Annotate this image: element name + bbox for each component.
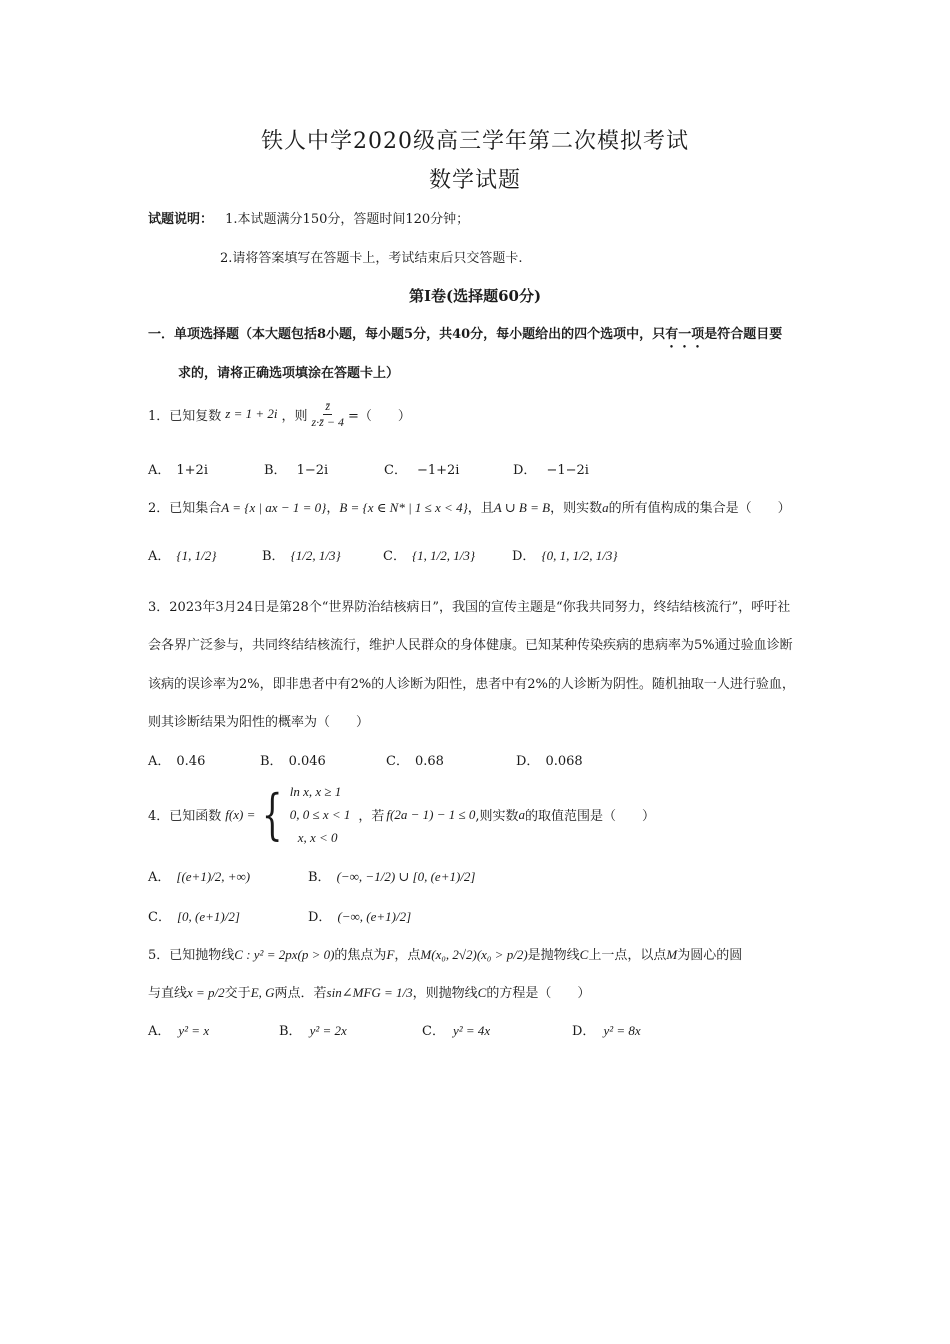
q5-line2-e: 的方程是（ ） — [486, 986, 591, 1001]
q2-option-d — [512, 545, 618, 564]
option-label: C． — [386, 754, 409, 769]
q1-option-a — [148, 459, 208, 478]
q2-set-a: A = {x | ax − 1 = 0} — [221, 500, 327, 515]
instructions-text-1: 1.本试题满分150分，答题时间120分钟； — [225, 212, 470, 227]
q2-sep: ， — [326, 501, 340, 516]
option-text: −1−2i — [546, 463, 589, 478]
q5-stem-d: 是抛物线 — [527, 948, 580, 963]
q1-frac-den: z·z̄ − 4 — [311, 414, 344, 429]
q1-stem-c: =（ ） — [347, 408, 411, 424]
option-text: y² = x — [178, 1023, 210, 1038]
instructions-line2: 2.请将答案填写在答题卡上，考试结束后只交答题卡. — [220, 251, 523, 266]
option-label: D． — [516, 754, 540, 769]
section-emph-dotted: 有一项 — [665, 327, 705, 342]
q4-option-c — [148, 906, 240, 925]
option-label: B． — [262, 549, 285, 564]
option-text: {1/2, 1/3} — [290, 548, 341, 563]
q4-brace: { — [262, 782, 283, 846]
question-5-line-2 — [148, 982, 590, 1001]
exam-subtitle: 数学试题 — [428, 168, 521, 193]
q3-line-1: 3．2023年3月24日是第28个“世界防治结核病日”，我国的宣传主题是“你我共同努力，终结结核流行”，呼吁社 — [148, 600, 791, 615]
q3-line-4: 则其诊断结果为阳性的概率为（ ） — [148, 715, 370, 730]
option-label: C． — [383, 549, 406, 564]
option-label: C． — [384, 463, 407, 478]
option-label: A． — [148, 1024, 171, 1039]
section-heading — [148, 323, 782, 351]
q1-option-b — [264, 459, 328, 478]
instructions-label: 试题说明： — [148, 212, 214, 227]
q5-sin: sin∠MFG = 1/3 — [326, 985, 413, 1000]
option-text: (−∞, −1/2) ∪ [0, (e+1)/2] — [336, 869, 476, 884]
q3-line-2: 会各界广泛参与，共同终结结核流行，维护人民群众的身体健康。已知某种传染疾病的患病率为5%通过验血诊断 — [148, 638, 793, 653]
instructions-line1 — [148, 208, 469, 227]
q5-curve: C : y² = 2px(p > 0) — [234, 947, 335, 962]
q1-option-c — [384, 459, 459, 478]
question-5 — [148, 944, 742, 963]
q2-set-b: B = {x ∈ N* | 1 ≤ x < 4} — [339, 500, 468, 515]
question-4 — [148, 780, 655, 849]
part-heading: 第Ⅰ卷(选择题60分) — [408, 287, 542, 305]
q5-line2-b: 交于 — [224, 986, 251, 1001]
option-text: 1+2i — [176, 463, 208, 478]
q1-fraction — [310, 400, 346, 428]
q4-stem-d: 的取值范围是（ ） — [525, 809, 656, 824]
q5-line2-a: 与直线 — [148, 986, 188, 1001]
option-text: −1+2i — [416, 463, 460, 478]
q3-line-3: 该病的误诊率为2%，即非患者中有2%的人诊断为阳性，患者中有2%的人诊断为阴性。随机抽取一人进行验血， — [148, 677, 795, 692]
question-1 — [148, 400, 411, 428]
q5-stem-e: 上一点，以点 — [588, 948, 667, 963]
section-emph-pre: 只 — [652, 327, 666, 342]
section-emph-post: 是符合题目要 — [704, 327, 783, 342]
option-label: B． — [260, 754, 283, 769]
q5-curve-name-2: C — [477, 985, 487, 1000]
q4-stem-b: ，若 — [358, 809, 385, 824]
q2-option-c — [383, 545, 475, 564]
q5-line: x = p/2 — [187, 985, 225, 1000]
q3-option-c — [386, 750, 444, 769]
option-text: {0, 1, 1/2, 1/3} — [541, 548, 618, 563]
option-label: B． — [308, 870, 331, 885]
option-label: A． — [148, 870, 171, 885]
exam-title: 铁人中学2020级高三学年第二次模拟考试 — [261, 129, 689, 154]
q2-stem-a: 2．已知集合 — [148, 501, 222, 516]
q5-point: M(x₀, 2√2)(x₀ > p/2) — [420, 947, 528, 962]
option-label: D． — [308, 910, 332, 925]
option-text: y² = 8x — [603, 1023, 641, 1038]
q5-stem-b: 的焦点为 — [334, 948, 387, 963]
option-label: A． — [148, 754, 171, 769]
q5-line2-c: 两点．若 — [274, 986, 327, 1001]
q2-stem-d: 的所有值构成的集合是（ ） — [608, 501, 791, 516]
option-label: D． — [572, 1024, 596, 1039]
q4-option-a — [148, 866, 250, 885]
option-text: y² = 2x — [309, 1023, 347, 1038]
q1-frac-num: z̄ — [325, 399, 331, 413]
option-label: C． — [422, 1024, 445, 1039]
option-label: A． — [148, 463, 171, 478]
option-text: [(e+1)/2, +∞) — [176, 869, 251, 884]
q2-stem-c: ，则实数 — [550, 501, 603, 516]
option-label: B． — [264, 463, 287, 478]
q2-stem-b: ，且 — [467, 501, 494, 516]
option-text: [0, (e+1)/2] — [176, 909, 240, 924]
q1-stem-b: ，则 — [281, 408, 308, 424]
q2-condition: A ∪ B = B — [493, 500, 551, 515]
q4-stem-c: ,则实数 — [475, 809, 519, 824]
option-text: 0.68 — [414, 754, 444, 769]
q4-fx: f(x) = — [225, 806, 256, 822]
option-label: D． — [513, 463, 537, 478]
q5-points: E, G — [250, 985, 275, 1000]
q5-stem-a: 5．已知抛物线 — [148, 948, 235, 963]
q4-var: a — [518, 806, 525, 822]
question-2 — [148, 497, 791, 516]
q5-option-a — [148, 1020, 209, 1039]
q4-condition: f(2a − 1) − 1 ≤ 0 — [386, 806, 476, 822]
option-label: A． — [148, 549, 171, 564]
section-head-text: 一．单项选择题（本大题包括8小题，每小题5分，共40分，每小题给出的四个选项中， — [148, 327, 653, 342]
q4-case-2: 0, 0 ≤ x < 1 — [289, 807, 351, 822]
option-text: 0.068 — [545, 754, 583, 769]
q1-expr: z = 1 + 2i — [225, 406, 278, 422]
q5-option-b — [279, 1020, 347, 1039]
option-text: 1−2i — [296, 463, 329, 478]
q1-option-d — [513, 459, 589, 478]
q5-line2-d: ，则抛物线 — [412, 986, 478, 1001]
q3-option-a — [148, 750, 205, 769]
q2-option-a — [148, 545, 216, 564]
q5-curve-name: C — [579, 947, 589, 962]
option-text: 0.46 — [176, 754, 206, 769]
q5-option-d — [572, 1020, 641, 1039]
option-label: C． — [148, 910, 171, 925]
q5-stem-c: ，点 — [394, 948, 421, 963]
q3-option-d — [516, 750, 583, 769]
q4-case-3: x, x < 0 — [297, 830, 338, 845]
q5-option-c — [422, 1020, 490, 1039]
option-label: B． — [279, 1024, 302, 1039]
q5-stem-f: 为圆心的圆 — [677, 948, 743, 963]
q5-focus: F — [386, 947, 395, 962]
option-text: {1, 1/2, 1/3} — [411, 548, 476, 563]
q4-option-d — [308, 906, 411, 925]
q5-center: M — [666, 947, 678, 962]
q2-var: a — [602, 500, 609, 515]
q3-option-b — [260, 750, 326, 769]
q1-stem-a: 1．已知复数 — [148, 408, 222, 424]
q4-cases — [290, 780, 351, 849]
q4-case-1: ln x, x ≥ 1 — [289, 784, 342, 799]
q4-stem-a: 4．已知函数 — [148, 809, 222, 824]
section-heading-tail: 求的，请将正确选项填涂在答题卡上） — [178, 366, 400, 381]
option-text: y² = 4x — [452, 1023, 491, 1038]
option-text: {1, 1/2} — [176, 548, 217, 563]
option-text: (−∞, (e+1)/2] — [337, 909, 412, 924]
q2-option-b — [262, 545, 341, 564]
option-text: 0.046 — [288, 754, 326, 769]
option-label: D． — [512, 549, 536, 564]
q4-option-b — [308, 866, 475, 885]
